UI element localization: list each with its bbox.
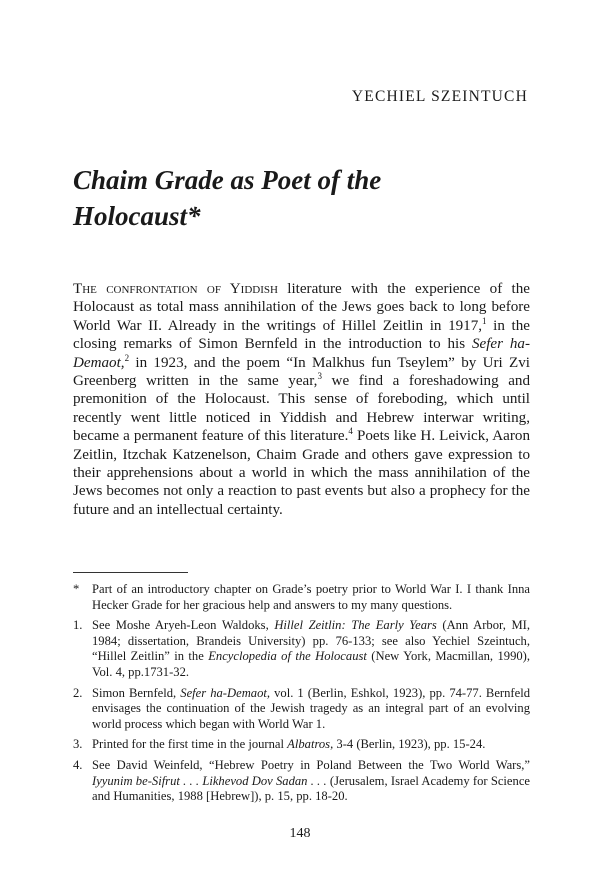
opening-small-caps: The confrontation of Yiddish — [73, 281, 278, 297]
footnote-text: Printed for the first time in the journal — [92, 737, 288, 752]
page-number: 148 — [289, 826, 311, 841]
running-header-author: YECHIEL SZEINTUCH — [351, 88, 528, 105]
footnote-text: (Ann Arbor, MI, 1984; dissertation, Brandeis University) pp. 76-133; see also Yechiel Szeintuch, “Hillel Zeitlin” in the — [92, 618, 530, 664]
footnote-marker: 1. — [73, 618, 83, 633]
cited-title: Albatros, — [287, 737, 334, 752]
article-title — [73, 162, 493, 234]
paragraph-text: Poets like H. Leivick, Aaron Zeitlin, Itzchak Katzenelson, Chaim Grade and others gave expression to their apprehensions about a world in which the mass annihilation of the Jews becomes not only a reaction to past events but also a prophecy for the future and an intellectual certainty. — [73, 428, 530, 518]
footnote-text: Part of an introductory chapter on Grade’s poetry prior to World War I. I thank Inna Hecker Grade for her gracious help and answers to my many questions. — [92, 582, 530, 612]
footnote-text: See Moshe Aryeh-Leon Waldoks, — [92, 618, 275, 633]
footnote-text: 3-4 (Berlin, 1923), pp. 15-24. — [333, 737, 486, 752]
footnote-separator — [73, 572, 188, 573]
cited-title: Iyyunim be-Sifrut . . . Likhevod Dov Sadan . . . — [92, 773, 327, 788]
cited-title: Hillel Zeitlin: The Early Years — [274, 618, 437, 633]
book-title: Sefer ha-Demaot, — [73, 336, 530, 371]
title-line-2: Holocaust* — [73, 201, 201, 231]
paragraph-text: literature with the experience of the Holocaust as total mass annihilation of the Jews goes back to long before World War II. Already in the writings of Hillel Zeitlin in 1917, — [73, 281, 530, 334]
cited-title: Encyclopedia of the Holocaust — [208, 649, 367, 664]
footnote-ref-1: 1 — [482, 315, 487, 326]
footnote-3 — [73, 737, 530, 753]
paragraph-text: we find a foreshadowing and premonition of the Holocaust. This sense of foreboding, which until recently went little noticed in Yiddish and Hebrew interwar writing, became a permanent feature of this literature. — [73, 373, 530, 445]
footnote-2 — [73, 686, 530, 733]
cited-title: Sefer ha-Demaot, — [180, 685, 271, 700]
footnote-marker: 3. — [73, 737, 83, 752]
footnote-text: (Jerusalem, Israel Academy for Science and Humanities, 1988 [Hebrew]), p. 15, pp. 18-20. — [92, 773, 530, 804]
footnote-text: See David Weinfeld, “Hebrew Poetry in Poland Between the Two World Wars,” — [92, 757, 530, 772]
footnote-text: Simon Bernfeld, — [92, 685, 181, 700]
footnote-star — [73, 582, 530, 613]
paragraph-text: in the closing remarks of Simon Bernfeld in the introduction to his — [73, 317, 530, 353]
footnote-text: vol. 1 (Berlin, Eshkol, 1923), pp. 74-77. Bernfeld envisages the continuation of the Jewish tragedy as an integral part of an evolving world process which began with World War 1. — [92, 685, 530, 731]
footnote-ref-4: 4 — [348, 426, 353, 437]
paragraph-text: in 1923, and the poem “In Malkhus fun Tseylem” by Uri Zvi Greenberg written in the same year, — [73, 354, 530, 390]
footnotes — [73, 582, 530, 810]
footnote-4 — [73, 758, 530, 805]
footnote-ref-2: 2 — [124, 352, 130, 363]
footnote-text: (New York, Macmillan, 1990), Vol. 4, pp.1731-32. — [92, 649, 531, 679]
footnote-1 — [73, 618, 530, 680]
title-line-1: Chaim Grade as Poet of the — [73, 165, 382, 195]
footnote-ref-3: 3 — [317, 371, 322, 381]
footnote-marker: * — [73, 582, 80, 596]
opening-paragraph — [73, 280, 530, 519]
footnote-marker: 2. — [73, 685, 83, 700]
footnote-marker: 4. — [73, 757, 83, 772]
